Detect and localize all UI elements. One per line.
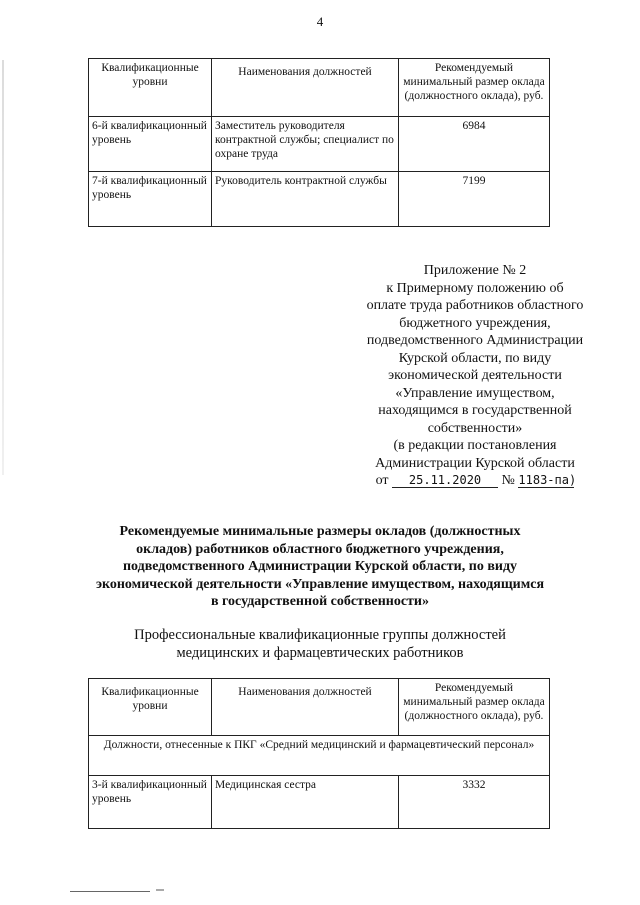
appendix-line: Администрации Курской области bbox=[375, 455, 575, 471]
appendix-line: «Управление имуществом, bbox=[395, 385, 555, 401]
header-position-names: Наименования должностей bbox=[212, 679, 399, 736]
qualification-level-cell: 6-й квалификационный уровень bbox=[89, 117, 212, 172]
appendix-line: бюджетного учреждения, bbox=[399, 315, 551, 331]
title-line: экономической деятельности «Управление имуществом, находящимся bbox=[95, 576, 545, 592]
appendix-line: к Примерному положению об bbox=[386, 280, 564, 296]
from-label: от bbox=[375, 473, 389, 488]
salary-cell: 7199 bbox=[399, 172, 550, 227]
table-row bbox=[89, 172, 550, 227]
appendix-line: Приложение № 2 bbox=[423, 263, 527, 278]
salary-table-2 bbox=[88, 678, 550, 829]
appendix-line: (в редакции постановления bbox=[393, 438, 557, 453]
appendix-line: оплате труда работников областного bbox=[366, 298, 584, 313]
appendix-header-block bbox=[330, 262, 620, 490]
subtitle-line: медицинских и фармацевтических работников bbox=[176, 645, 464, 661]
header-position-names: Наименования должностей bbox=[212, 59, 399, 117]
position-name-cell: Медицинская сестра bbox=[212, 776, 399, 829]
group-row bbox=[89, 736, 550, 776]
document-title bbox=[70, 523, 570, 611]
title-line: окладов) работников областного бюджетного учреждения, bbox=[136, 541, 504, 557]
professional-group-cell: Должности, отнесенные к ПКГ «Средний медицинский и фармацевтический персонал» bbox=[89, 736, 550, 776]
appendix-line: собственности» bbox=[427, 420, 523, 436]
footer-mark bbox=[156, 889, 164, 891]
appendix-line: Курской области, по виду bbox=[398, 350, 552, 366]
position-name-cell: Заместитель руководителя контрактной службы; специалист по охране труда bbox=[212, 117, 399, 172]
title-line: подведомственного Администрации Курской области, по виду bbox=[122, 559, 518, 574]
table-row bbox=[89, 117, 550, 172]
qualification-level-cell: 3-й квалификационный уровень bbox=[89, 776, 212, 829]
subtitle-line: Профессиональные квалификационные группы должностей bbox=[134, 627, 506, 643]
number-label: № bbox=[501, 473, 515, 488]
footer-rule bbox=[70, 891, 150, 892]
header-recommended-salary: Рекомендуемый минимальный размер оклада (должностного оклада), руб. bbox=[399, 679, 550, 736]
scan-edge-mark bbox=[2, 60, 4, 475]
header-qualification-levels: Квалификационные уровни bbox=[89, 679, 212, 736]
table-header-row bbox=[89, 679, 550, 736]
header-recommended-salary: Рекомендуемый минимальный размер оклада (должностного оклада), руб. bbox=[399, 59, 550, 117]
qualification-level-cell: 7-й квалификационный уровень bbox=[89, 172, 212, 227]
resolution-date: 25.11.2020 bbox=[392, 473, 498, 488]
table-header-row bbox=[89, 59, 550, 117]
title-line: Рекомендуемые минимальные размеры окладов (должностных bbox=[119, 524, 521, 539]
appendix-line: экономической деятельности bbox=[388, 368, 562, 383]
salary-table-1 bbox=[88, 58, 550, 227]
page-number: 4 bbox=[316, 14, 324, 29]
section-subtitle bbox=[70, 626, 570, 662]
resolution-number: 1183-па) bbox=[518, 473, 577, 487]
salary-cell: 3332 bbox=[399, 776, 550, 829]
salary-cell: 6984 bbox=[399, 117, 550, 172]
table-row bbox=[89, 776, 550, 829]
appendix-line: находящимся в государственной bbox=[378, 403, 572, 418]
header-qualification-levels: Квалификационные уровни bbox=[89, 59, 212, 117]
resolution-date-row bbox=[330, 472, 620, 490]
appendix-line: подведомственного Администрации bbox=[366, 333, 584, 348]
title-line: в государственной собственности» bbox=[210, 594, 430, 609]
position-name-cell: Руководитель контрактной службы bbox=[212, 172, 399, 227]
